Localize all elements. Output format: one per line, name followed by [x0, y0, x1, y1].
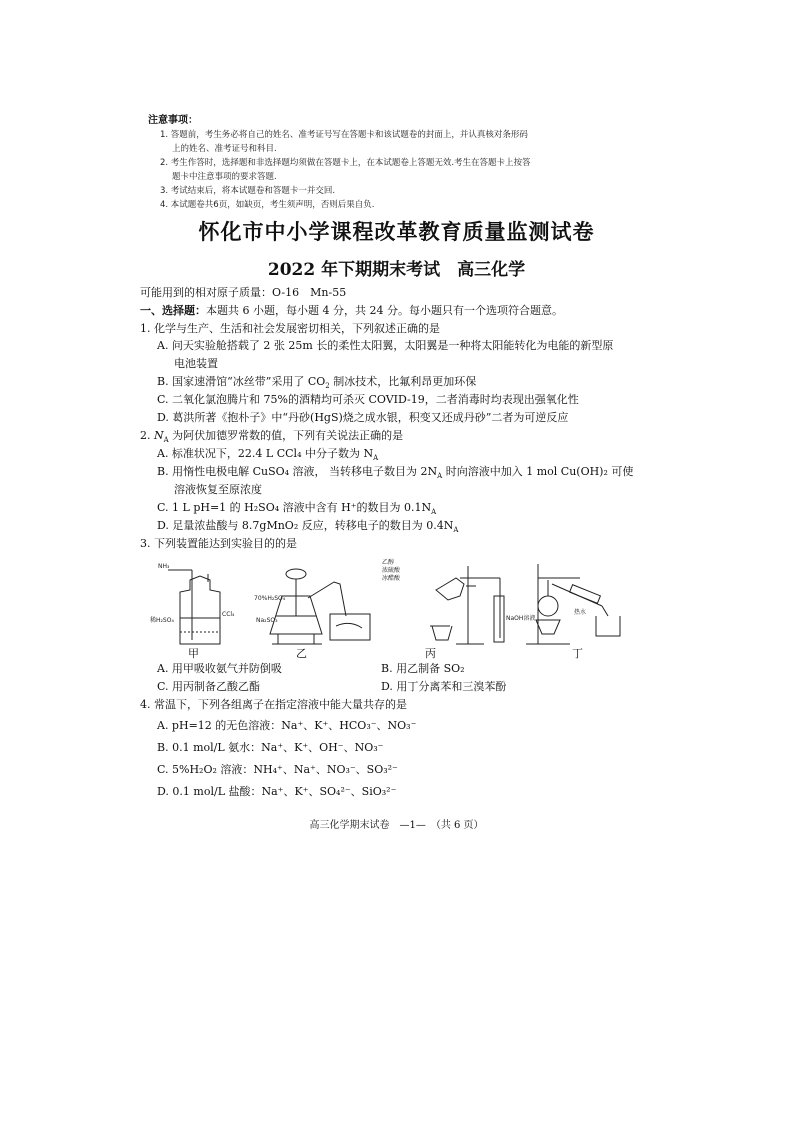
notice-line-2: 上的姓名、准考证号和科目.: [172, 144, 277, 154]
q2-b-post: 时向溶液中加入 1 mol Cu(OH)₂ 可使: [442, 465, 634, 478]
q2-option-d: [157, 519, 458, 537]
notice-line-4: 题卡中注意事项的要求答题.: [172, 172, 277, 182]
label-ccl4: CCl₄: [222, 611, 235, 618]
page-footer: 高三化学期末试卷 —1— （共 6 页）: [309, 820, 484, 831]
q1-stem: 1. 化学与生产、生活和社会发展密切相关，下列叙述正确的是: [140, 322, 440, 335]
label-acetic-acid: 冰醋酸: [382, 575, 401, 582]
q3-stem: 3. 下列装置能达到实验目的的是: [140, 537, 297, 550]
q4-option-d: D. 0.1 mol/L 盐酸：Na⁺、K⁺、SO₄²⁻、SiO₃²⁻: [157, 785, 397, 798]
q2-num: 2.: [140, 429, 154, 442]
q2-stem: [140, 429, 403, 447]
apparatus-jia: [168, 570, 220, 644]
q2-b-text: B. 用惰性电极电解 CuSO₄ 溶液， 当转移电子数目为 2N: [157, 465, 438, 478]
caption-ding: 丁: [572, 647, 583, 660]
q2-a-sub: A: [373, 454, 379, 463]
q1-b-pre: B. 国家速滑馆“冰丝带”采用了 CO: [157, 375, 326, 388]
q2-option-b: [157, 465, 633, 483]
notice-line-3: 2. 考生作答时，选择题和非选择题均须做在答题卡上，在本试题卷上答题无效.考生在答题卡上按答: [160, 158, 531, 168]
q1-option-a: A. 问天实验舱搭载了 2 张 25m 长的柔性太阳翼，太阳翼是一种将太阳能转化为电能的新型原: [157, 339, 614, 352]
label-hot-water: 热水: [574, 609, 587, 616]
q3-option-b: B. 用乙制备 SO₂: [381, 662, 465, 675]
q2-d-sub: A: [453, 526, 459, 535]
label-na2so3: Na₂SO₃: [256, 617, 278, 624]
caption-bing: 丙: [425, 647, 436, 660]
q2-na-sub: A: [163, 436, 169, 445]
q4-option-b: B. 0.1 mol/L 氨水：Na⁺、K⁺、OH⁻、NO₃⁻: [157, 741, 384, 754]
caption-jia: 甲: [188, 647, 199, 660]
notice-line-5: 3. 考试结束后，将本试题卷和答题卡一并交回.: [160, 186, 336, 196]
q1-b-sub: 2: [325, 382, 330, 391]
q1-b-post: 制冰技术，比氟利昂更加环保: [329, 375, 477, 388]
caption-yi: 乙: [296, 647, 307, 660]
q2-option-b-cont: 溶液恢复至原浓度: [174, 483, 262, 496]
q1-option-d: D. 葛洪所著《抱朴子》中“丹砂(HgS)烧之成水银，积变又还成丹砂”二者为可逆反应: [157, 411, 569, 424]
section1-line: [140, 304, 563, 317]
q1-option-a-cont: 电池装置: [174, 357, 218, 370]
notice-line-1: 1. 答题前，考生务必将自己的姓名、准考证号写在答题卡和该试题卷的封面上，并认真核对条形码: [160, 130, 528, 140]
apparatus-figure: [150, 556, 630, 654]
notice-line-6: 4. 本试题卷共6页，如缺页，考生须声明，否则后果自负.: [160, 200, 375, 210]
label-h2so4-70: 70%H₂SO₄: [254, 595, 286, 602]
q2-stem-text: 为阿伏加德罗常数的值，下列有关说法正确的是: [168, 429, 404, 442]
q3-option-d: D. 用丁分离苯和三溴苯酚: [381, 680, 507, 693]
q2-b-sub: A: [437, 472, 443, 481]
exam-title: 怀化市中小学课程改革教育质量监测试卷: [198, 219, 595, 244]
q2-a-text: A. 标准状况下，22.4 L CCl₄ 中分子数为 N: [157, 447, 374, 460]
q3-option-a: A. 用甲吸收氨气并防倒吸: [157, 662, 282, 675]
apparatus-ding: [526, 564, 620, 644]
label-conc-h2so4: 浓硫酸: [382, 567, 401, 574]
q1-option-b: [157, 375, 476, 393]
q4-option-c: C. 5%H₂O₂ 溶液：NH₄⁺、Na⁺、NO₃⁻、SO₃²⁻: [157, 763, 398, 776]
q4-option-a: A. pH=12 的无色溶液：Na⁺、K⁺、HCO₃⁻、NO₃⁻: [157, 719, 417, 732]
section1-desc: 本题共 6 小题，每小题 4 分，共 24 分。每小题只有一个选项符合题意。: [206, 304, 563, 317]
q2-option-c: [157, 501, 436, 519]
section1-heading: 一、选择题：: [140, 304, 206, 317]
notice-title: 注意事项：: [148, 115, 198, 126]
q1-option-c: C. 二氧化氯泡腾片和 75%的酒精均可杀灭 COVID-19，二者消毒时均表现出强氧化性: [157, 393, 579, 406]
q2-c-text: C. 1 L pH=1 的 H₂SO₄ 溶液中含有 H⁺的数目为 0.1N: [157, 501, 432, 514]
q3-option-c: C. 用丙制备乙酸乙酯: [157, 680, 261, 693]
label-dilute-h2so4: 稀H₂SO₄: [150, 617, 174, 624]
apparatus-bing: [430, 566, 504, 644]
q2-d-text: D. 足量浓盐酸与 8.7gMnO₂ 反应，转移电子的数目为 0.4N: [157, 519, 454, 532]
q2-option-a: [157, 447, 378, 465]
exam-subtitle: 2022 年下期期末考试 高三化学: [267, 260, 526, 280]
atomic-masses: 可能用到的相对原子质量：O-16 Mn-55: [140, 286, 347, 299]
apparatus-yi: [270, 569, 370, 644]
label-nh3: NH₃: [158, 563, 170, 570]
q2-na: N: [154, 429, 164, 442]
q4-stem: 4. 常温下，下列各组离子在指定溶液中能大量共存的是: [140, 698, 407, 711]
label-ethanol: 乙醇: [382, 559, 395, 566]
label-naoh: NaOH溶液: [506, 615, 536, 622]
q2-c-sub: A: [431, 508, 437, 517]
